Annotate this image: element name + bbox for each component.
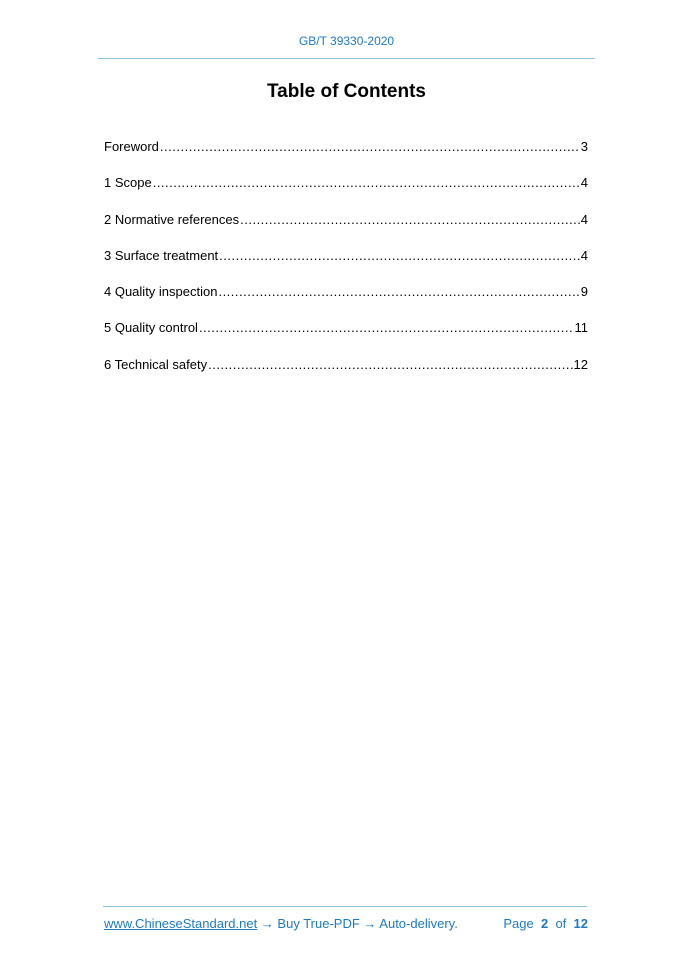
table-of-contents (104, 139, 588, 393)
toc-entry-label: 3 Surface treatment (104, 247, 219, 263)
toc-leader-dots (153, 175, 580, 190)
footer-promo-text: → Buy True-PDF → Auto-delivery. (257, 916, 458, 931)
toc-entry-quality-inspection[interactable] (104, 284, 588, 320)
running-header: GB/T 39330-2020 (298, 34, 395, 48)
toc-entry-quality-control[interactable] (104, 320, 588, 356)
toc-entry-page: 4 (580, 247, 588, 263)
page-number (503, 916, 588, 931)
toc-leader-dots (240, 212, 580, 227)
toc-entry-surface-treatment[interactable] (104, 248, 588, 284)
toc-entry-label: 5 Quality control (104, 320, 198, 336)
toc-entry-page: 4 (580, 175, 588, 191)
header-divider (98, 58, 595, 59)
toc-entry-label: Foreword (104, 139, 159, 154)
toc-entry-label: 1 Scope (104, 175, 152, 191)
footer-divider (103, 906, 587, 907)
toc-leader-dots (199, 320, 574, 335)
page-word: Page (503, 916, 534, 931)
page-of-word: of (555, 916, 567, 931)
toc-entry-page: 12 (573, 356, 588, 372)
toc-title: Table of Contents (266, 81, 427, 102)
toc-entry-technical-safety[interactable] (104, 357, 588, 393)
toc-leader-dots (208, 357, 572, 372)
toc-entry-normative-references[interactable] (104, 212, 588, 248)
total-pages: 12 (573, 916, 588, 931)
current-page: 2 (540, 916, 549, 931)
toc-entry-page: 3 (580, 139, 588, 154)
footer-promo (104, 916, 458, 931)
toc-entry-foreword[interactable] (104, 139, 588, 175)
toc-entry-page: 4 (580, 211, 588, 227)
toc-entry-page: 11 (574, 320, 588, 336)
toc-leader-dots (218, 284, 579, 299)
toc-entry-page: 9 (580, 284, 588, 300)
website-link[interactable]: www.ChineseStandard.net (104, 916, 258, 931)
toc-entry-label: 6 Technical safety (104, 356, 208, 372)
toc-entry-label: 4 Quality inspection (104, 284, 218, 300)
toc-entry-label: 2 Normative references (104, 211, 240, 227)
toc-entry-scope[interactable] (104, 175, 588, 211)
page-footer (104, 916, 588, 931)
toc-leader-dots (160, 139, 580, 154)
toc-leader-dots (219, 248, 580, 263)
